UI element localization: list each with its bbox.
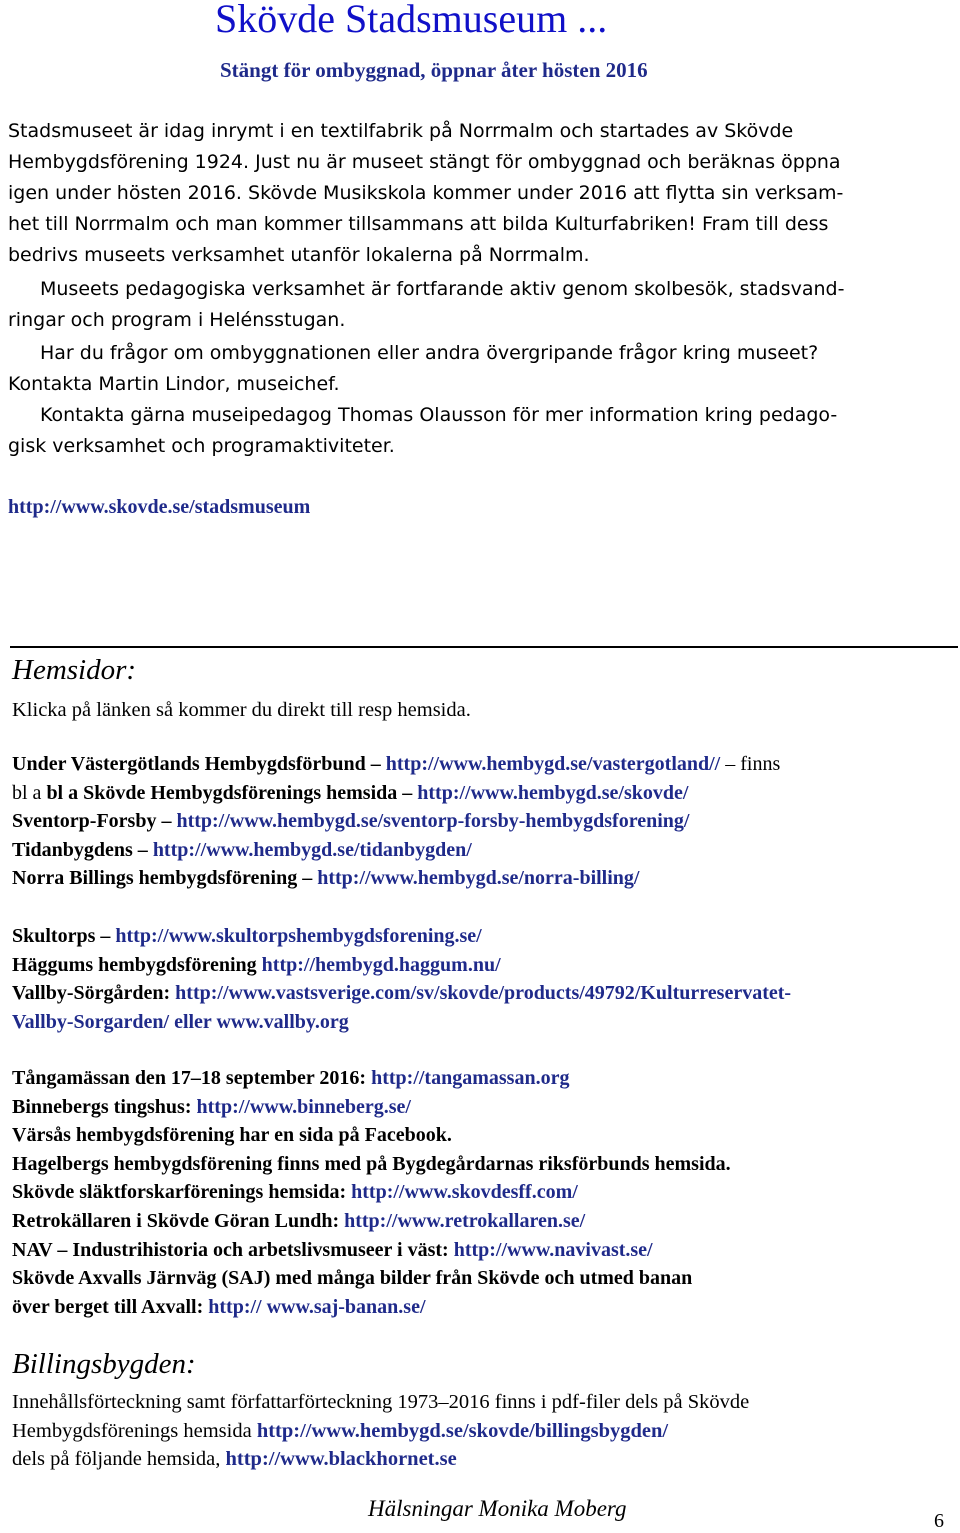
- link-label: Tidanbygdens –: [12, 838, 153, 861]
- link-label: Häggums hembygdsförening: [12, 953, 262, 976]
- billingsbygden-line: [12, 1417, 749, 1446]
- link-item: [12, 1236, 731, 1265]
- link-item: [12, 1121, 731, 1150]
- link-label: Skövde släktforskarförenings hemsida:: [12, 1181, 352, 1204]
- billingsbygden-heading: Billingsbygden:: [12, 1348, 196, 1380]
- link-label: Skultorps –: [12, 925, 116, 947]
- link-suffix: – finns: [720, 753, 781, 775]
- paragraph-line: Kontakta Martin Lindor, museichef.: [8, 373, 340, 395]
- link-item: [12, 951, 791, 980]
- link-label: Norra Billings hembygdsförening –: [12, 867, 318, 890]
- link-label: Skövde Axvalls Järnväg (SAJ) med många bilder från Skövde och utmed banan: [12, 1267, 693, 1290]
- paragraph-line: Har du frågor om ombyggnationen eller andra övergripande frågor kring museet?: [40, 342, 819, 364]
- page-number: 6: [934, 1510, 944, 1532]
- link-url[interactable]: http://www.skovdesff.com/: [351, 1181, 578, 1204]
- paragraph-line: ringar och program i Helénsstugan.: [8, 309, 346, 331]
- link-label: bl a Skövde Hembygdsförenings hemsida –: [46, 781, 418, 804]
- link-item: [12, 922, 791, 951]
- link-url[interactable]: www.vallby.org: [216, 1010, 349, 1033]
- link-url[interactable]: http://tangamassan.org: [371, 1067, 570, 1089]
- link-url[interactable]: http://hembygd.haggum.nu/: [261, 953, 501, 976]
- paragraph-line: Hembygdsförening 1924. Just nu är museet stängt för ombyggnad och beräknas öppna: [8, 151, 841, 173]
- link-separator: eller: [169, 1010, 217, 1033]
- link-url[interactable]: http:// www.saj-banan.se/: [208, 1295, 426, 1318]
- link-label: NAV – Industrihistoria och arbetslivsmuseer i väst:: [12, 1238, 454, 1261]
- link-url[interactable]: http://www.hembygd.se/sventorp-forsby-hembygdsforening/: [176, 810, 690, 833]
- link-item: [12, 1150, 731, 1179]
- link-label: Vallby-Sörgården:: [12, 982, 176, 1005]
- link-label: Under Västergötlands Hembygdsförbund –: [12, 753, 386, 775]
- link-url[interactable]: http://www.hembygd.se/norra-billing/: [317, 867, 640, 890]
- link-item: [12, 836, 780, 865]
- paragraph-line: gisk verksamhet och programaktiviteter.: [8, 435, 395, 457]
- billingsbygden-text: [12, 1388, 749, 1474]
- line-text: Hembygdsförenings hemsida: [12, 1419, 257, 1442]
- billingsbygden-line: [12, 1445, 749, 1474]
- paragraph-line: igen under hösten 2016. Skövde Musikskola kommer under 2016 att flytta sin verksam-: [8, 182, 844, 204]
- link-item: [12, 1008, 791, 1037]
- paragraph-line: het till Norrmalm och man kommer tillsammans att bilda Kulturfabriken! Fram till dess: [8, 213, 829, 235]
- link-url[interactable]: http://www.vastsverige.com/sv/skovde/products/49792/Kulturreservatet-: [175, 982, 792, 1005]
- link-item: [12, 1293, 731, 1322]
- link-item: [12, 1178, 731, 1207]
- link-label: Tångamässan den 17–18 september 2016:: [12, 1067, 372, 1089]
- hemsidor-heading: Hemsidor:: [12, 654, 137, 686]
- link-list-1: [12, 750, 780, 893]
- billingsbygden-link[interactable]: http://www.hembygd.se/skovde/billingsbygden/: [256, 1419, 669, 1442]
- section-divider: [10, 646, 958, 648]
- link-item: [12, 1207, 731, 1236]
- link-url[interactable]: http://www.hembygd.se/vastergotland//: [385, 753, 721, 775]
- footer-credit: Hälsningar Monika Moberg: [368, 1496, 627, 1521]
- link-url[interactable]: http://www.hembygd.se/skovde/: [417, 781, 689, 804]
- link-url[interactable]: http://www.hembygd.se/tidanbygden/: [152, 838, 472, 861]
- billingsbygden-line: Innehållsförteckning samt författarförteckning 1973–2016 finns i pdf-filer dels på Skövde: [12, 1391, 750, 1413]
- intro-paragraph: [8, 116, 952, 271]
- link-label: Binnebergs tingshus:: [12, 1095, 197, 1118]
- link-item: [12, 1264, 731, 1293]
- link-label: Värsås hembygdsförening har en sida på Facebook.: [12, 1124, 452, 1147]
- link-url[interactable]: http://www.binneberg.se/: [196, 1095, 411, 1118]
- hemsidor-intro: Klicka på länken så kommer du direkt till resp hemsida.: [12, 699, 471, 721]
- link-list-2: [12, 922, 791, 1036]
- pedagogue-paragraph: [8, 400, 952, 462]
- link-item: [12, 1064, 731, 1093]
- link-item: [12, 979, 791, 1008]
- link-url[interactable]: Vallby-Sorgarden/: [12, 1010, 170, 1033]
- link-list-3: [12, 1064, 731, 1321]
- paragraph-line: Museets pedagogiska verksamhet är fortfarande aktiv genom skolbesök, stadsvand-: [40, 278, 845, 300]
- museum-link[interactable]: http://www.skovde.se/stadsmuseum: [8, 496, 311, 518]
- link-url[interactable]: http://www.retrokallaren.se/: [344, 1209, 586, 1232]
- link-item: [12, 750, 780, 779]
- link-url[interactable]: http://www.skultorpshembygdsforening.se/: [115, 925, 482, 947]
- link-item: [12, 807, 780, 836]
- line-text: dels på följande hemsida,: [12, 1448, 226, 1471]
- page-title: Skövde Stadsmuseum ...: [215, 0, 608, 41]
- link-url[interactable]: http://www.navivast.se/: [453, 1238, 653, 1261]
- paragraph-line: bedrivs museets verksamhet utanför lokalerna på Norrmalm.: [8, 244, 590, 266]
- link-item: [12, 1093, 731, 1122]
- link-label: över berget till Axvall:: [12, 1295, 209, 1318]
- link-item: bl a bl a Skövde Hembygdsförenings hemsida – http://www.hembygd.se/skovde/: [12, 781, 689, 804]
- link-item: [12, 864, 780, 893]
- paragraph-line: Stadsmuseet är idag inrymt i en textilfabrik på Norrmalm och startades av Skövde: [8, 120, 794, 142]
- contact-paragraph: [8, 338, 952, 400]
- paragraph-line: Kontakta gärna museipedagog Thomas Olausson för mer information kring pedago-: [40, 404, 838, 426]
- page-subtitle: Stängt för ombyggnad, öppnar åter hösten 2016: [220, 58, 648, 82]
- pedagogy-paragraph: [8, 274, 952, 336]
- blackhornet-link[interactable]: http://www.blackhornet.se: [225, 1448, 457, 1471]
- link-label: Sventorp-Forsby –: [12, 810, 177, 833]
- link-label: Retrokällaren i Skövde Göran Lundh:: [12, 1209, 345, 1232]
- link-label: Hagelbergs hembygdsförening finns med på Bygdegårdarnas riksförbunds hemsida.: [12, 1152, 731, 1175]
